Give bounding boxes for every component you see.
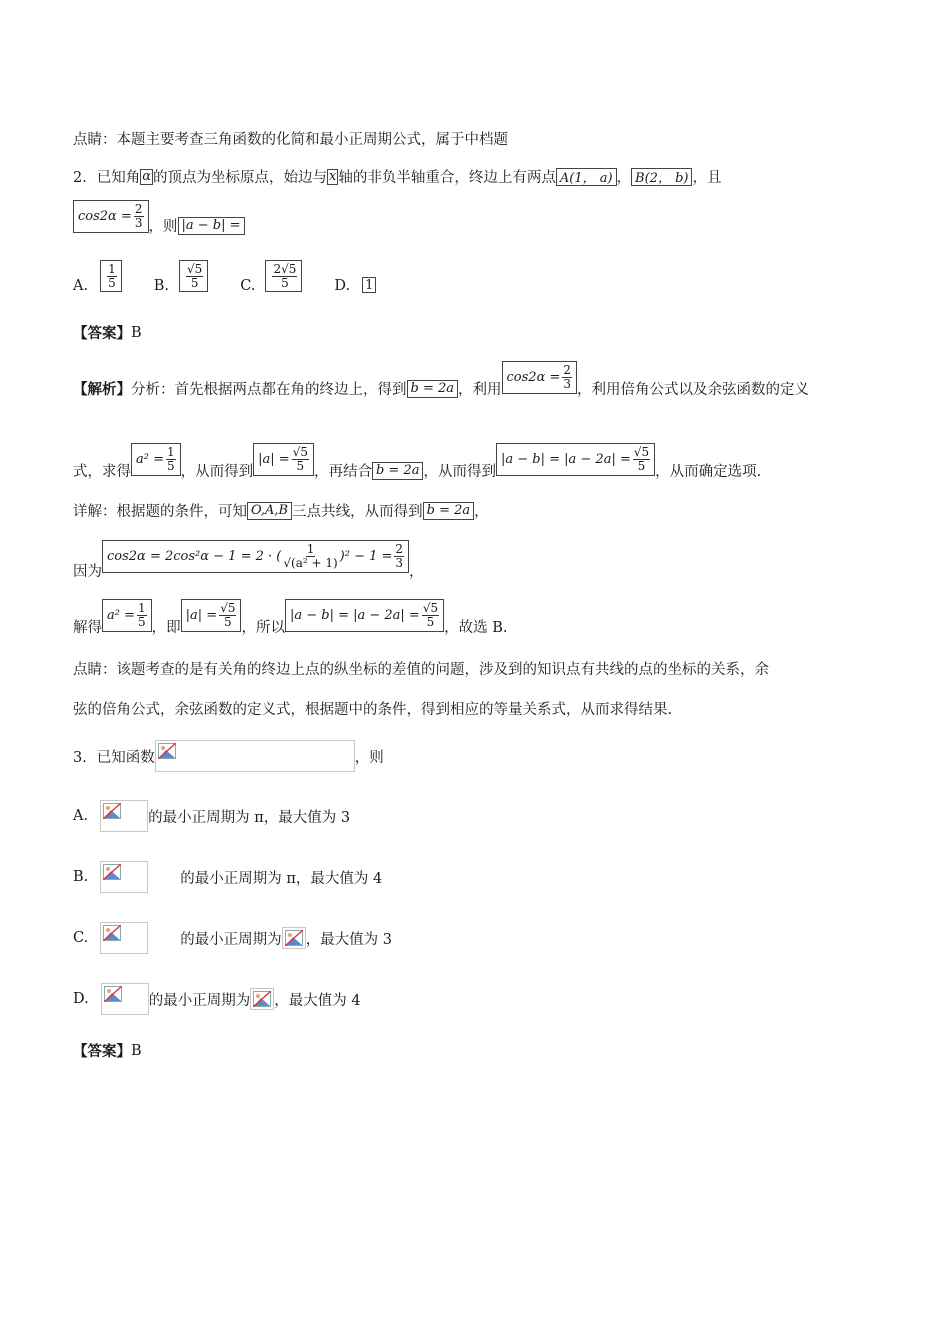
b-eq-2a-formula: b = 2a — [372, 462, 424, 480]
a-squared-formula: a² = $\frac{1}{5}$ — [102, 599, 152, 631]
option-text: 的最小正周期为 π，最大值为 4 — [180, 870, 383, 887]
broken-image-icon — [104, 986, 122, 1002]
q3-answer — [73, 1040, 142, 1061]
q2-options — [73, 258, 376, 294]
remark2-line-1 — [73, 658, 769, 679]
remark-text: 点睛：本题主要考查三角函数的化简和最小正周期公式，属于中档题 — [73, 132, 508, 148]
q3-option-c — [73, 922, 392, 954]
alpha-formula: α — [142, 169, 152, 184]
q2-answer — [73, 322, 142, 343]
option-a-label: A. — [73, 278, 89, 294]
broken-image-icon — [103, 864, 121, 880]
broken-image-icon — [103, 925, 121, 941]
remark-text: 弦的倍角公式，余弦函数的定义式，根据题中的条件，得到相应的等量关系式，从而求得结果. — [73, 702, 673, 718]
detail-text: ，所以 — [241, 620, 285, 636]
detail-line-1 — [73, 500, 489, 521]
detail-text: 详解：根据题的条件，可知 — [73, 504, 247, 520]
broken-image-option-a — [100, 800, 148, 832]
remark-line — [73, 128, 508, 149]
q2-condition — [73, 197, 245, 236]
b-eq-2a-formula: b = 2a — [407, 380, 459, 398]
broken-image-option-d — [101, 983, 149, 1015]
analysis-text: 式，求得 — [73, 464, 131, 480]
option-text: 的最小正周期为 π，最大值为 3 — [148, 809, 351, 826]
detail-text: ， — [409, 564, 424, 580]
analysis-line-2 — [73, 438, 761, 481]
abs-a-minus-b-formula: |a − b| = |a − 2a| = $\frac{√5}{5}$ — [285, 599, 444, 631]
abs-a-minus-b-formula: |a − b| = |a − 2a| = $\frac{√5}{5}$ — [496, 443, 655, 475]
option-text: ，最大值为 4 — [274, 992, 361, 1009]
point-a-formula: A(1， a) — [556, 168, 617, 186]
broken-image-period-c — [282, 927, 306, 949]
analysis-tag: 【解析】 — [73, 381, 131, 398]
detail-text: 三点共线，从而得到 — [292, 504, 423, 520]
point-b-formula: B(2， b) — [631, 168, 692, 186]
broken-image-icon — [285, 930, 303, 946]
q3-stem — [73, 740, 384, 772]
ask-formula: |a − b| = — [178, 217, 245, 235]
b-eq-2a-formula: b = 2a — [423, 502, 475, 520]
option-b-label: B. — [73, 869, 89, 885]
option-c-label: C. — [240, 278, 256, 294]
option-d-label: D. — [73, 991, 89, 1007]
remark2-line-2 — [73, 698, 672, 719]
analysis-text: ，利用 — [458, 382, 502, 398]
abs-a-formula: |a| = $\frac{√5}{5}$ — [181, 599, 242, 631]
q3-text: ，则 — [354, 749, 384, 766]
option-b-label: B. — [153, 278, 169, 294]
option-d-formula: 1 — [362, 277, 376, 293]
oab-formula: O,A,B — [247, 502, 292, 520]
answer-tag: 【答案】 — [73, 325, 131, 342]
q3-option-a — [73, 800, 350, 832]
broken-image-icon — [253, 991, 271, 1007]
abs-a-formula: |a| = $\frac{√5}{5}$ — [253, 443, 314, 475]
analysis-text: ，利用倍角公式以及余弦函数的定义 — [577, 382, 810, 398]
detail-text: 解得 — [73, 620, 102, 636]
q3-option-d — [73, 983, 361, 1015]
q2-text: 2．已知角 — [73, 170, 141, 186]
answer-value: B — [131, 324, 142, 341]
broken-image-icon — [103, 803, 121, 819]
analysis-text: ，从而得到 — [423, 464, 496, 480]
option-c-label: C. — [73, 930, 89, 946]
q2-text: ， — [616, 170, 632, 186]
q2-text: 的顶点为坐标原点，始边与 — [153, 170, 328, 186]
cos-condition-formula-2: cos2α = $\frac{2}{3}$ — [502, 361, 578, 393]
broken-image-function — [155, 740, 355, 772]
option-a-formula: $\frac{1}{5}$ — [100, 260, 122, 292]
analysis-text: 分析：首先根据两点都在角的终边上，得到 — [131, 382, 407, 398]
a-squared-formula: a² = $\frac{1}{5}$ — [131, 443, 181, 475]
detail-text: 因为 — [73, 564, 102, 580]
q2-text: 轴的非负半轴重合，终边上有两点 — [338, 170, 556, 186]
option-a-label: A. — [73, 808, 89, 824]
detail-text: ，故选 B. — [444, 620, 508, 636]
broken-image-option-c — [100, 922, 148, 954]
option-d-label: D. — [334, 278, 351, 294]
detail-line-2 — [73, 532, 424, 581]
option-text: ，最大值为 3 — [305, 931, 393, 948]
broken-image-period-d — [250, 988, 274, 1010]
analysis-text: ，从而得到 — [180, 464, 254, 480]
q2-text: ，且 — [692, 170, 722, 186]
answer-tag: 【答案】 — [73, 1043, 131, 1060]
remark-text: 点睛：该题考查的是有关角的终边上点的纵坐标的差值的问题，涉及到的知识点有共线的点的坐标的关系，余 — [73, 662, 769, 678]
answer-value: B — [131, 1042, 142, 1059]
detail-text: ， — [474, 504, 489, 520]
detail-text: ，即 — [151, 620, 181, 636]
analysis-line-1 — [73, 356, 809, 399]
x-formula: x — [329, 169, 337, 184]
q3-option-b — [73, 861, 382, 893]
q3-text: 3．已知函数 — [73, 749, 155, 766]
option-text: 的最小正周期为 — [180, 931, 282, 948]
q2-stem — [73, 166, 721, 187]
cos-double-angle-formula: cos2α = 2cos²α − 1 = 2 · ( $\frac{1}{\text{√(a² + 1)}}$ )² − 1 = $\frac{2}{3}$ — [102, 540, 409, 572]
cos-condition-formula: cos2α = $\frac{2}{3}$ — [73, 200, 149, 232]
analysis-text: ，从而确定选项. — [655, 464, 762, 480]
q2-text: ，则 — [148, 219, 178, 235]
broken-image-option-b — [100, 861, 148, 893]
detail-line-3 — [73, 594, 508, 637]
option-c-formula: $\frac{2√5}{5}$ — [265, 260, 302, 292]
option-b-formula: $\frac{√5}{5}$ — [179, 260, 208, 292]
analysis-text: ，再结合 — [313, 464, 372, 480]
broken-image-icon — [158, 743, 176, 759]
option-text: 的最小正周期为 — [148, 992, 251, 1009]
